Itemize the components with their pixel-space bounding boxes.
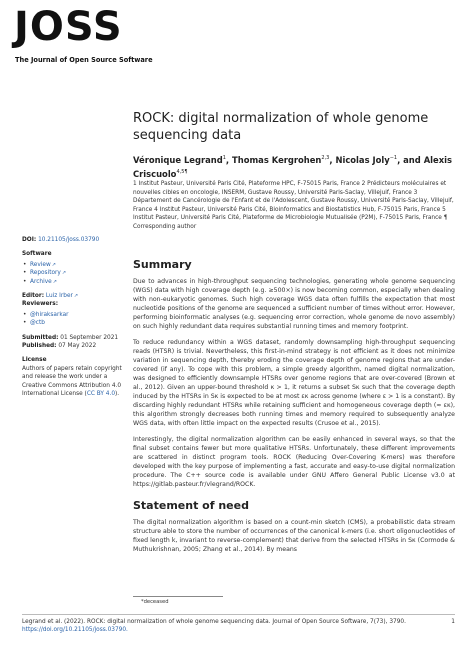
reviewers-heading: Reviewers: bbox=[22, 301, 59, 308]
archive-link[interactable]: Archive bbox=[30, 278, 52, 285]
author-name: Nicolas Joly bbox=[335, 154, 390, 165]
need-paragraph-1: The digital normalization algorithm is based on a count-min sketch (CMS), a probabilistic data stream structure able to store the number of occurrences of the canonical k-mers (i.e. short oligonucleotides of fixed length k, invariant to reverse-complement) that derive from the selected HTSRs in Sκ (Cormode & Muthukrishnan, 2005; Zhang et al., 2014). By means bbox=[133, 519, 455, 554]
license-text bbox=[22, 365, 124, 399]
summary-paragraph-3: Interestingly, the digital normalization algorithm can be easily enhanced in several ways, so that the final subset contains fewer but more qualitative HTSRs. Unfortunately, these different improvements are scattered in distinct program tools. ROCK (Reducing Over-Covering K-mers) was therefore developed with the key purpose of implementing a fast, accurate and easy-to-use digital normalization procedure. The C++ source code is available under GNU Affero General Public License v3.0 at https://gitlab.pasteur.fr/vlegrand/ROCK. bbox=[133, 435, 455, 488]
affiliations: 1 Institut Pasteur, Université Paris Cité, Plateforme HPC, F-75015 Paris, France 2 Prédicteurs moléculaires et nouvelles cibles en oncologie, INSERM, Gustave Roussy, Université Paris-Saclay, Villejuif, France 3 Département de Cancérologie de l'Enfant et de l'Adolescent, Gustave Roussy, Université Paris-Saclay, Villejuif, France 4 Institut Pasteur, Université Paris Cité, Bioinformatics and Biostatistics Hub, F-75015 Paris, France 5 Institut Pasteur, Université Paris Cité, Plateforme de Microbiologie Mutualisée (P2M), F-75015 Paris, France ¶ Corresponding author bbox=[133, 181, 454, 230]
doi-line bbox=[22, 236, 124, 244]
author-affiliation-mark: 1 bbox=[222, 155, 226, 161]
software-links bbox=[22, 261, 124, 286]
editor-link[interactable]: Luiz Irber bbox=[45, 293, 73, 300]
list-item bbox=[30, 261, 124, 269]
page-footer bbox=[22, 618, 455, 635]
external-link-icon: ↗ bbox=[73, 293, 79, 300]
author-name: Alexis Criscuolo bbox=[133, 154, 452, 179]
author-affiliation-mark: 2,3 bbox=[321, 155, 330, 161]
reviewer-link[interactable]: @hiraksarkar bbox=[30, 311, 69, 318]
logo-wordmark: JOSS bbox=[14, 4, 123, 50]
published-line bbox=[22, 342, 124, 350]
author-list bbox=[133, 152, 453, 180]
author-affiliation-mark: −1 bbox=[389, 155, 398, 161]
author-separator: , bbox=[225, 154, 233, 165]
summary-heading: Summary bbox=[133, 258, 192, 271]
reviewer-links bbox=[22, 311, 124, 328]
external-link-icon: ↗ bbox=[51, 261, 56, 268]
license-heading: License bbox=[22, 357, 47, 364]
summary-paragraph-1: Due to advances in high-throughput sequencing technologies, generating whole genome sequencing (WGS) data with high coverage depth (e.g. ≥500×) is now becoming common, especially when dealing with non-eukaryotic genomes. Such high coverage WGS data often fulfills the expectation that most nucleotide positions of the genome are sequenced a sufficient number of times without error. However, performing bioinformatic analyses (e.g. sequencing error correction, whole genome de novo assembly) on such highly redundant data requires substantial running times and memory footprint. bbox=[133, 278, 455, 331]
author-name: Véronique Legrand bbox=[133, 154, 223, 165]
submitted-date: 01 September 2021 bbox=[60, 334, 119, 341]
software-heading: Software bbox=[22, 251, 52, 258]
footer-divider bbox=[22, 614, 455, 615]
author-separator: , bbox=[329, 154, 336, 165]
license-link[interactable]: CC BY 4.0 bbox=[86, 391, 116, 398]
list-item bbox=[30, 311, 124, 319]
editor-label: Editor: bbox=[22, 293, 45, 300]
metadata-sidebar bbox=[22, 236, 124, 399]
footnote-divider bbox=[133, 596, 223, 597]
reviewer-link[interactable]: @ctb bbox=[30, 320, 45, 327]
page-number: 1 bbox=[451, 619, 455, 625]
logo-subtitle: The Journal of Open Source Software bbox=[15, 56, 153, 64]
external-link-icon: ↗ bbox=[52, 278, 57, 285]
published-date: 07 May 2022 bbox=[58, 343, 97, 350]
footer-citation: Legrand et al. (2022). ROCK: digital normalization of whole genome sequencing data. Journal of Open Source Software, 7(73), 3790. bbox=[22, 619, 406, 625]
need-heading: Statement of need bbox=[133, 499, 249, 513]
review-link[interactable]: Review bbox=[30, 261, 51, 268]
author-affiliation-mark: 4,5¶ bbox=[176, 168, 188, 175]
author-name: Thomas Kergrohen bbox=[232, 154, 322, 165]
footer-doi-link[interactable]: https://doi.org/10.21105/joss.03790. bbox=[22, 627, 128, 634]
doi-label: DOI: bbox=[22, 237, 37, 243]
external-link-icon: ↗ bbox=[61, 270, 67, 277]
summary-paragraph-2: To reduce redundancy within a WGS dataset, randomly downsampling high-throughput sequencing reads (HTSR) is trivial. Nevertheless, this first-in-mind strategy is not efficient as it does not minimize variation in sequencing depth, thereby eroding the coverage depth of genome regions that are under-covered (if any). To cope with this problem, a simple greedy algorithm, named digital normalization, was designed to efficiently downsample HTSRs over genome regions that are over-covered (Brown et al., 2012). Given an upper-bound threshold κ > 1, it returns a subset Sκ such that the coverage depth induced by the HTSRs in Sκ is expected to be at most εκ across genome (where ε > 1 is a constant). By discarding highly redundant HTSRs while retaining sufficient and homogeneous coverage depth (≈ εκ), this algorithm strongly decreases both running times and memory required to subsequently analyze WGS data, with often little impact on the expected results (Crusoe et al., 2015). bbox=[133, 338, 455, 428]
submitted-line bbox=[22, 334, 124, 342]
license-body: Authors of papers retain copyright and release the work under a Creative Commons Attribution 4.0 International License ( bbox=[22, 365, 122, 398]
paper-title: ROCK: digital normalization of whole genome sequencing data bbox=[133, 111, 429, 143]
joss-logo bbox=[14, 4, 164, 68]
submitted-label: Submitted: bbox=[22, 334, 59, 341]
list-item bbox=[30, 278, 124, 286]
footnote: *deceased bbox=[141, 599, 169, 605]
repository-link[interactable]: Repository bbox=[30, 270, 61, 277]
license-end: ). bbox=[115, 391, 120, 398]
doi-link[interactable]: 10.21105/joss.03790 bbox=[38, 237, 100, 243]
list-item bbox=[30, 269, 124, 277]
editor-line bbox=[22, 292, 124, 300]
list-item bbox=[30, 319, 124, 327]
published-label: Published: bbox=[22, 343, 57, 350]
main-content bbox=[133, 258, 455, 560]
author-separator: , and bbox=[397, 154, 424, 165]
